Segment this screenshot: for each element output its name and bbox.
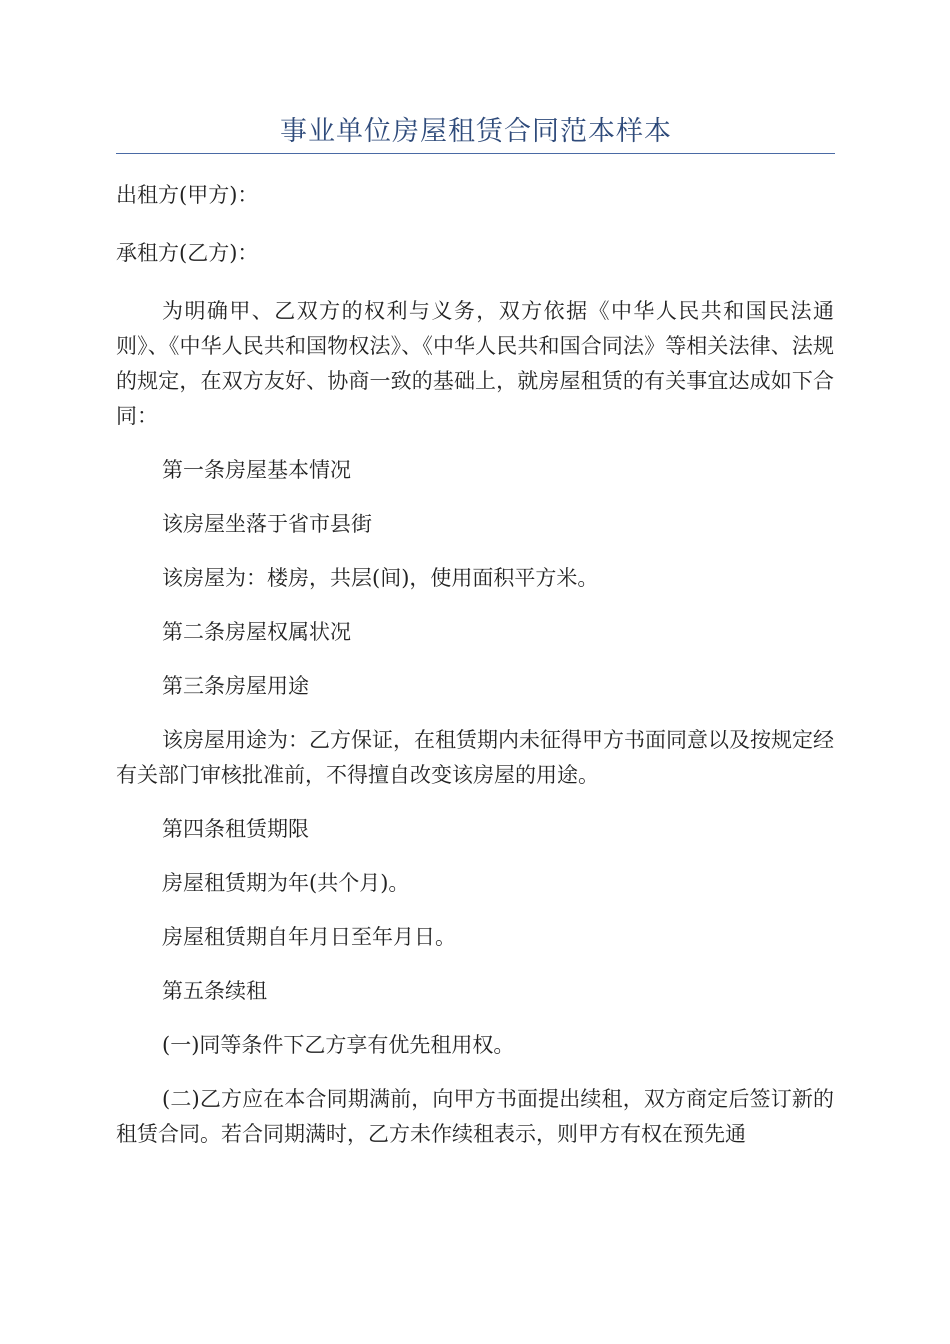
paragraph-usage: 该房屋用途为：乙方保证，在租赁期内未征得甲方书面同意以及按规定经有关部门审核批准前，不得擅自改变该房屋的用途。 bbox=[116, 728, 834, 787]
paragraph-article-1-heading: 第一条房屋基本情况 bbox=[162, 458, 351, 482]
paragraph-article-4-heading: 第四条租赁期限 bbox=[162, 817, 309, 841]
paragraph-lessor: 出租方(甲方)： bbox=[116, 183, 259, 207]
paragraph-house-type: 该房屋为：楼房，共层(间)，使用面积平方米。 bbox=[162, 566, 599, 590]
paragraph-article-3-heading: 第三条房屋用途 bbox=[162, 674, 309, 698]
paragraph-lessee: 承租方(乙方)： bbox=[116, 241, 259, 265]
paragraph-renewal-2: (二)乙方应在本合同期满前，向甲方书面提出续租，双方商定后签订新的租赁合同。若合同期满时，乙方未作续租表示，则甲方有权在预先通 bbox=[116, 1087, 834, 1146]
paragraph-lease-term: 房屋租赁期为年(共个月)。 bbox=[162, 871, 410, 895]
document-title: 事业单位房屋租赁合同范本样本 bbox=[280, 116, 672, 147]
paragraph-preamble: 为明确甲、乙双方的权利与义务，双方依据《中华人民共和国民法通则》、《中华人民共和国物权法》、《中华人民共和国合同法》等相关法律、法规的规定，在双方友好、协商一致的基础上，就房屋租赁的有关事宜达成如下合同： bbox=[116, 299, 834, 428]
document-body bbox=[116, 178, 834, 1171]
paragraph-article-2-heading: 第二条房屋权属状况 bbox=[162, 620, 351, 644]
paragraph-renewal-1: (一)同等条件下乙方享有优先租用权。 bbox=[162, 1033, 515, 1057]
paragraph-location: 该房屋坐落于省市县街 bbox=[162, 512, 372, 536]
paragraph-article-5-heading: 第五条续租 bbox=[162, 979, 267, 1003]
title-underline bbox=[116, 153, 835, 154]
paragraph-lease-dates: 房屋租赁期自年月日至年月日。 bbox=[162, 925, 456, 949]
